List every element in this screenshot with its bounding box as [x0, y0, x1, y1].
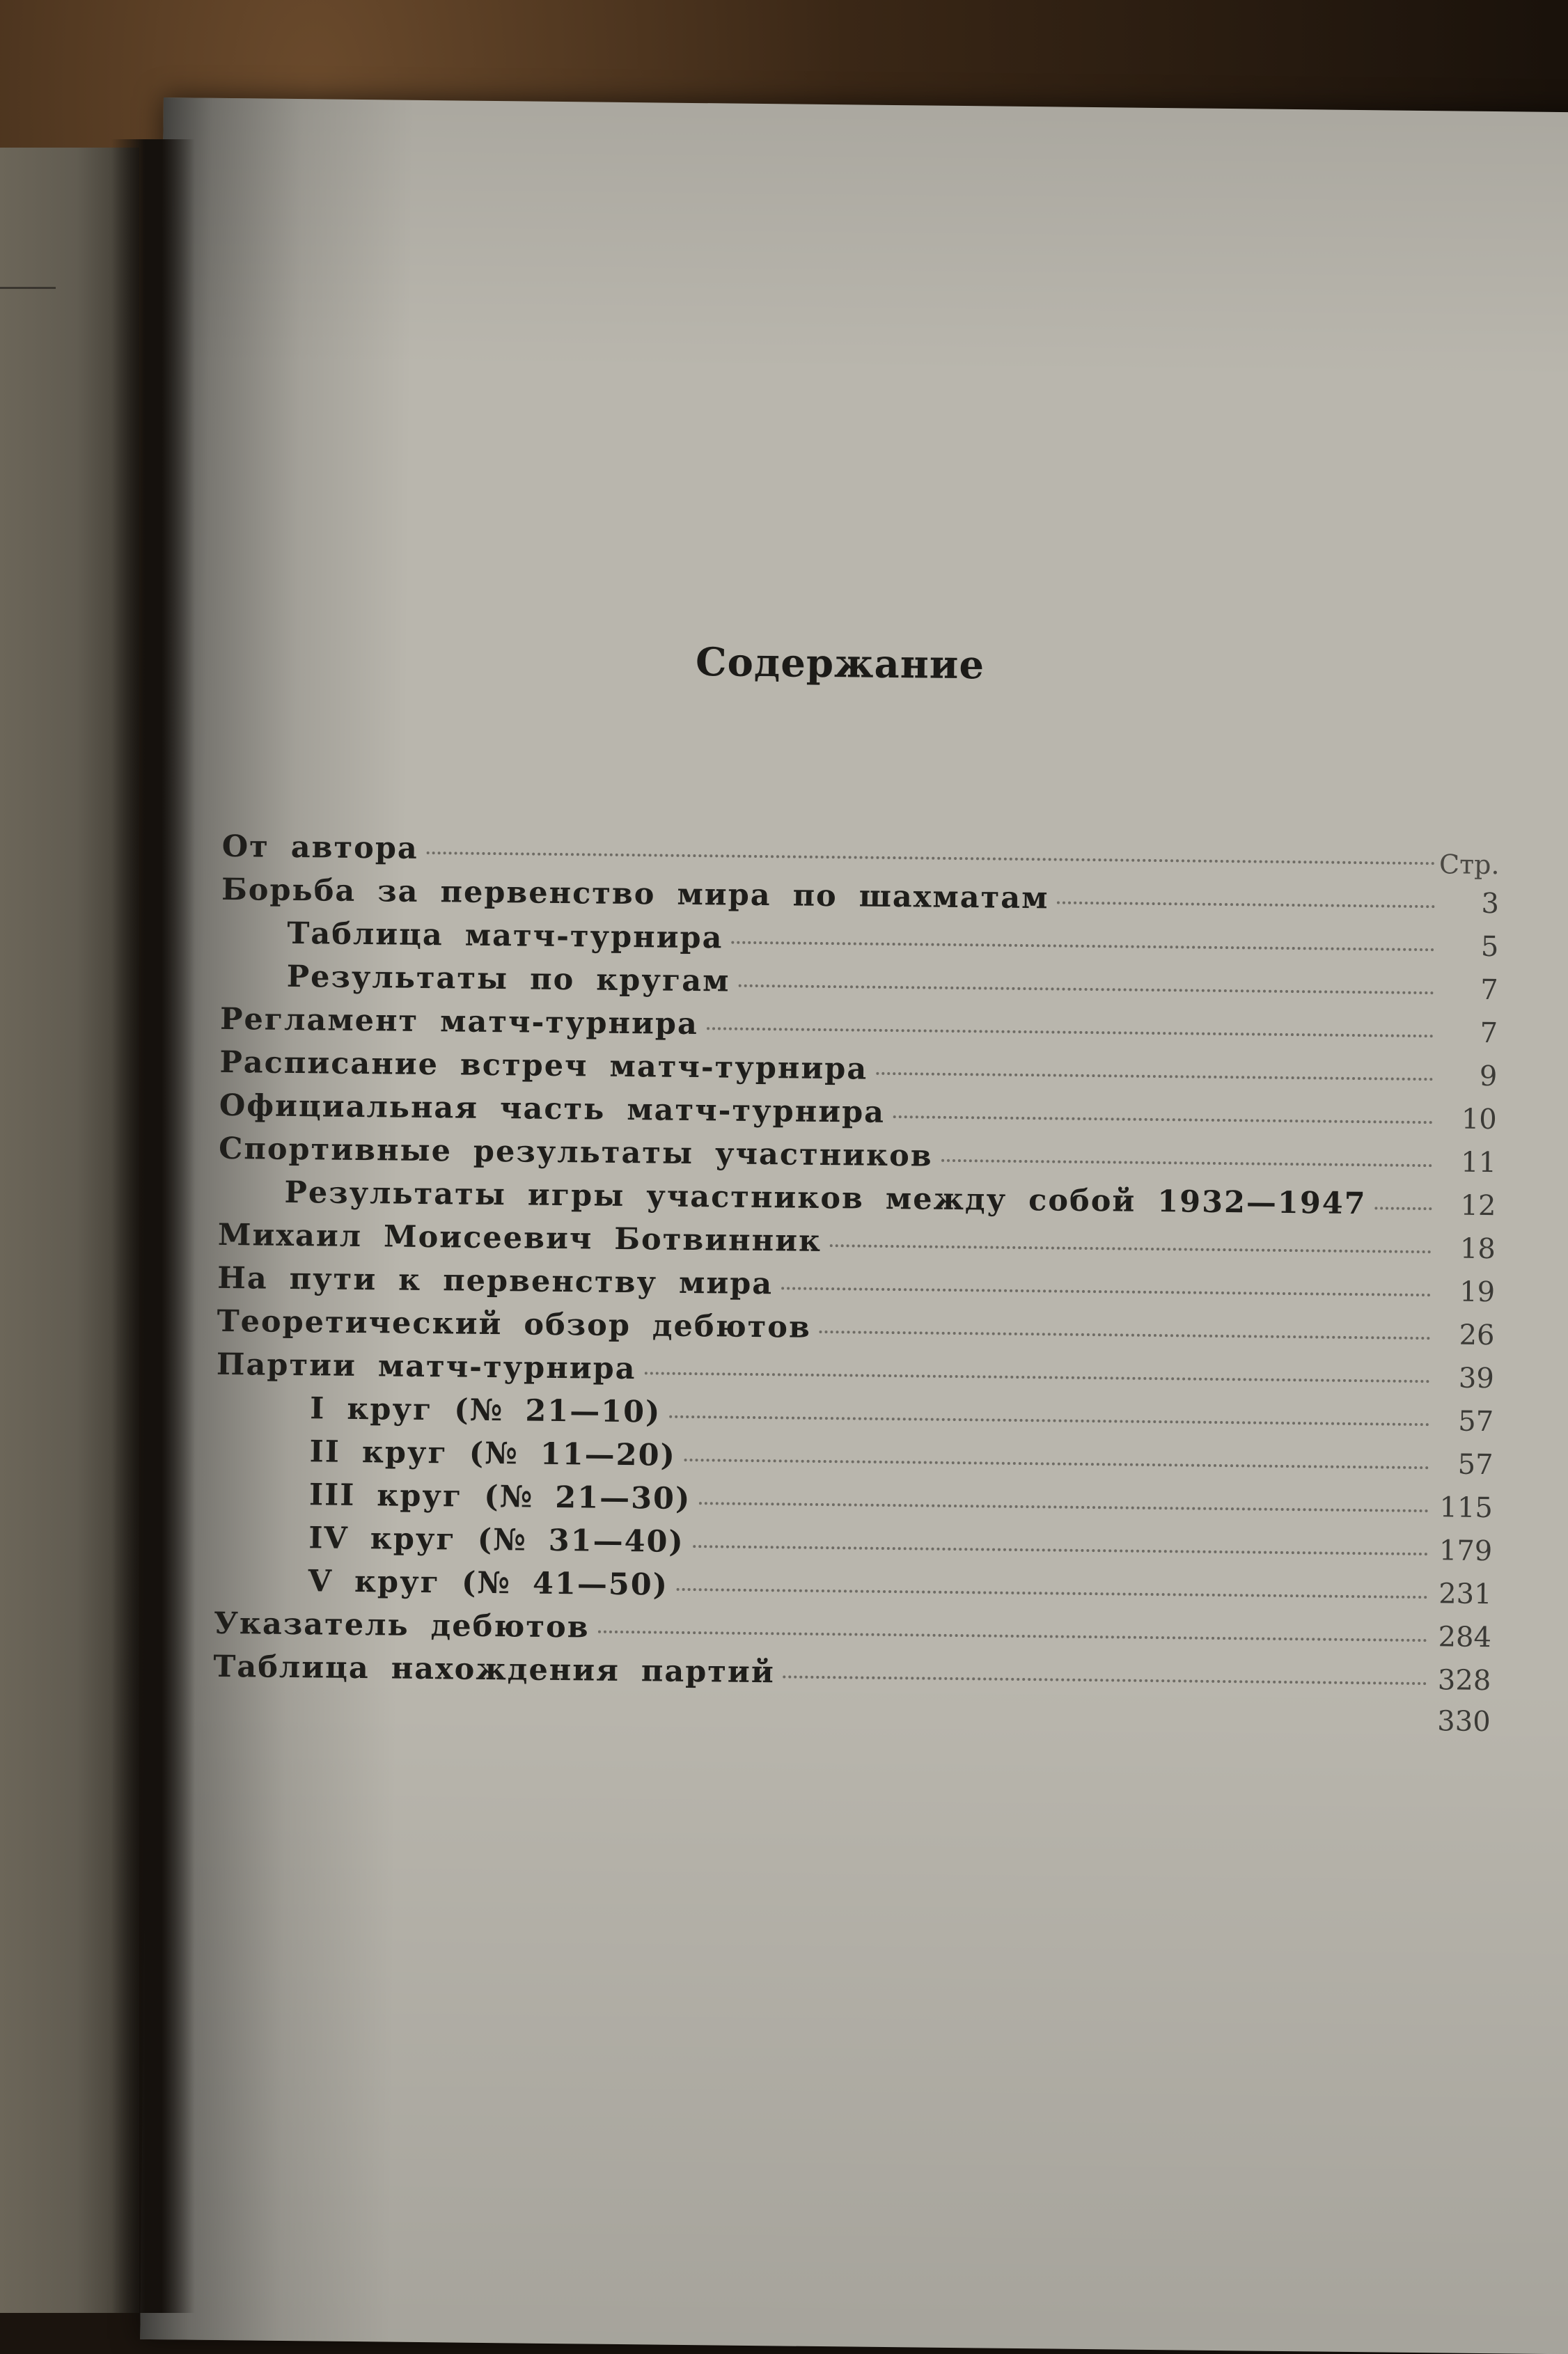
toc-entry-page: 179 — [1438, 1535, 1493, 1568]
toc-entry-title: На пути к первенству мира — [217, 1260, 774, 1302]
toc-entry-page: 39 — [1458, 1362, 1495, 1395]
toc-entry-title: Регламент матч-турнира — [219, 1001, 699, 1042]
dot-leader — [669, 1415, 1429, 1426]
toc-entry-page: 57 — [1458, 1405, 1494, 1438]
toc-entry-page: 284 — [1438, 1621, 1492, 1654]
toc-entry-page: 330 — [1437, 1705, 1491, 1739]
dot-leader — [738, 984, 1434, 994]
book-page — [140, 97, 1568, 2354]
toc-entry-title: Таблица матч-турнира — [287, 916, 723, 956]
toc-entry-page: 11 — [1460, 1146, 1497, 1179]
toc-entry-page — [1443, 869, 1499, 870]
toc-entry-page: 57 — [1457, 1448, 1493, 1482]
table-of-contents — [213, 718, 1501, 1739]
dot-leader — [731, 941, 1434, 952]
toc-entry-title: Спортивные результаты участников — [218, 1131, 933, 1174]
dot-leader — [781, 1287, 1431, 1296]
dot-leader — [684, 1459, 1429, 1469]
toc-entry-page: 7 — [1480, 973, 1498, 1007]
toc-entry-title: Результаты игры участников между собой 1932—1947 — [284, 1175, 1367, 1222]
toc-entry-title: I круг (№ 21—10) — [310, 1391, 661, 1430]
dot-leader — [677, 1588, 1428, 1599]
toc-entry-title: Результаты по кругам — [286, 959, 730, 999]
left-page-rule — [0, 287, 56, 289]
toc-entry-title: Партии матч-турнира — [216, 1347, 636, 1387]
toc-entry-title: Официальная часть матч-турнира — [219, 1088, 886, 1130]
toc-entry-page: 18 — [1459, 1232, 1496, 1266]
toc-entry-title: От автора — [221, 829, 419, 866]
toc-entry-page: 19 — [1459, 1276, 1496, 1309]
toc-entry-page: 115 — [1439, 1491, 1493, 1525]
toc-entry-title: IV круг (№ 31—40) — [308, 1521, 685, 1560]
dot-leader — [941, 1159, 1432, 1167]
toc-entry-title: II круг (№ 11—20) — [309, 1434, 677, 1473]
dot-leader — [598, 1631, 1427, 1642]
dot-leader — [820, 1331, 1431, 1340]
toc-entry-title: Таблица нахождения партий — [213, 1649, 776, 1690]
dot-leader — [693, 1545, 1428, 1555]
book-spine-shadow — [111, 139, 195, 2313]
toc-entry-page: 3 — [1481, 887, 1500, 920]
toc-entry-page: 10 — [1461, 1103, 1497, 1136]
page-column-label: Стр. — [1438, 849, 1500, 881]
dot-leader — [699, 1502, 1429, 1512]
dot-leader — [1057, 902, 1435, 909]
toc-entry-title: V круг (№ 41—50) — [308, 1564, 669, 1603]
toc-entry-title: III круг (№ 21—30) — [308, 1477, 691, 1517]
toc-entry-page: 26 — [1459, 1319, 1495, 1352]
dot-leader — [830, 1244, 1432, 1253]
toc-entry-title: Указатель дебютов — [213, 1606, 590, 1645]
dot-leader — [876, 1072, 1433, 1081]
toc-entry-page: 328 — [1437, 1664, 1491, 1697]
toc-entry-page: 5 — [1480, 930, 1499, 964]
dot-leader — [1375, 1207, 1432, 1210]
toc-entry-title: Теоретический обзор дебютов — [217, 1303, 812, 1345]
toc-entry-page: 7 — [1480, 1017, 1498, 1050]
dot-leader — [707, 1027, 1434, 1037]
toc-entry-page: 12 — [1460, 1189, 1496, 1223]
dot-leader — [644, 1372, 1429, 1383]
toc-entry-page: 231 — [1438, 1578, 1492, 1611]
toc-entry-title: Михаил Моисеевич Ботвинник — [217, 1217, 822, 1259]
dot-leader — [783, 1675, 1427, 1685]
dot-leader — [893, 1115, 1433, 1124]
dot-leader — [427, 852, 1436, 865]
toc-entry-title: Борьба за первенство мира по шахматам — [221, 872, 1049, 916]
toc-entry-page: 9 — [1479, 1060, 1498, 1093]
toc-entry-title: Расписание встреч матч-турнира — [219, 1044, 868, 1087]
page-title: Содержание — [695, 639, 985, 689]
